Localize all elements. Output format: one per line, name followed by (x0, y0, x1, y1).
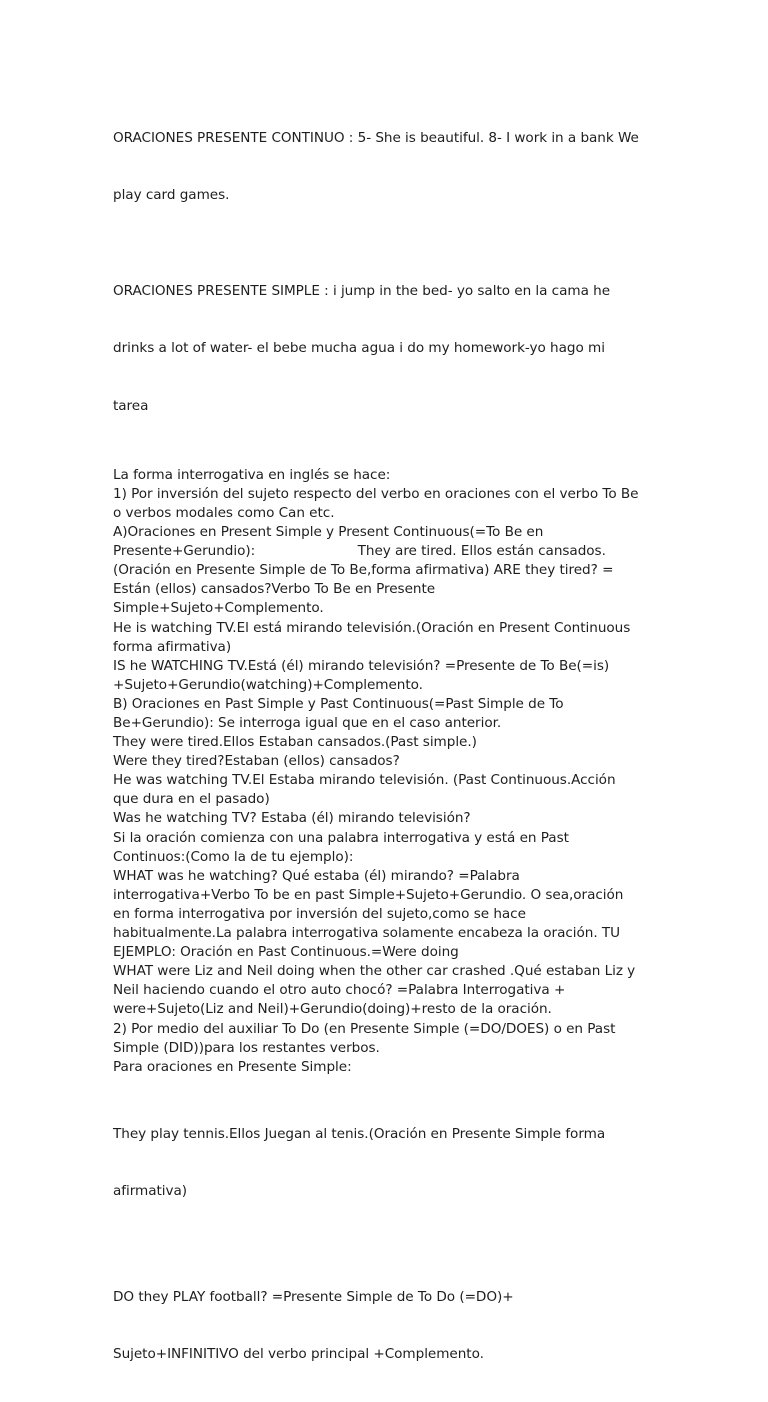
text-line: Están (ellos) cansados?Verbo To Be en Presente (113, 581, 436, 598)
paragraph-football-example (113, 1250, 653, 1402)
text-line: Para oraciones en Presente Simple: (113, 1058, 352, 1075)
text-line: They play tennis.Ellos Juegan al tenis.(Oración en Presente Simple forma (113, 1125, 606, 1142)
text-line: (Oración en Presente Simple de To Be,forma afirmativa) ARE they tired? = (113, 562, 614, 579)
text-line: o verbos modales como Can etc. (113, 504, 335, 521)
text-line: Sujeto+INFINITIVO del verbo principal +Complemento. (113, 1346, 484, 1362)
text-line: Neil haciendo cuando el otro auto chocó? =Palabra Interrogativa + (113, 982, 566, 999)
text-line: ORACIONES PRESENTE CONTINUO : 5- She is beautiful. 8- I work in a bank We (113, 130, 639, 147)
text-line: B) Oraciones en Past Simple y Past Continuous(=Past Simple de To (113, 695, 564, 712)
paragraph-present-simple (113, 244, 653, 454)
text-line: They were tired.Ellos Estaban cansados.(Past simple.) (113, 734, 477, 751)
text-line: afirmativa) (113, 1183, 188, 1200)
text-line: en forma interrogativa por inversión del sujeto,como se hace (113, 905, 526, 922)
text-line: A)Oraciones en Present Simple y Present Continuous(=To Be en (113, 524, 544, 541)
text-line: drinks a lot of water- el bebe mucha agua i do my homework-yo hago mi (113, 340, 605, 357)
spacer (113, 1240, 653, 1250)
text-line: play card games. (113, 187, 230, 204)
text-line: EJEMPLO: Oración en Past Continuous.=Were doing (113, 944, 459, 961)
text-line: 2) Por medio del auxiliar To Do (en Presente Simple (=DO/DOES) o en Past (113, 1020, 616, 1037)
text-line: were+Sujeto(Liz and Neil)+Gerundio(doing)+resto de la oración. (113, 1001, 552, 1018)
text-line: tarea (113, 397, 149, 414)
text-line: Was he watching TV? Estaba (él) mirando televisión? (113, 810, 471, 827)
text-line: Be+Gerundio): Se interroga igual que en el caso anterior. (113, 715, 502, 731)
text-line: Continuos:(Como la de tu ejemplo): (113, 848, 354, 865)
text-line: Si la oración comienza con una palabra interrogativa y está en Past (113, 829, 569, 846)
text-line: WHAT were Liz and Neil doing when the other car crashed .Qué estaban Liz y (113, 963, 636, 980)
text-line: DO they PLAY football? =Presente Simple de To Do (=DO)+ (113, 1288, 514, 1305)
spacer (113, 454, 653, 466)
document-page (113, 91, 653, 1402)
text-line: La forma interrogativa en inglés se hace: (113, 466, 391, 483)
paragraph-present-continuous (113, 91, 653, 244)
paragraph-tennis-example (113, 1087, 653, 1240)
text-line: Were they tired?Estaban (ellos) cansados? (113, 753, 400, 770)
text-line: interrogativa+Verbo To be en past Simple+Sujeto+Gerundio. O sea,oración (113, 886, 624, 903)
text-line: 1) Por inversión del sujeto respecto del verbo en oraciones con el verbo To Be (113, 485, 639, 502)
text-line: He is watching TV.El está mirando televisión.(Oración en Present Continuous (113, 619, 631, 636)
text-line: Simple (DID))para los restantes verbos. (113, 1039, 380, 1056)
text-line: He was watching TV.El Estaba mirando televisión. (Past Continuous.Acción (113, 772, 616, 789)
text-line: forma afirmativa) (113, 638, 232, 655)
text-line: habitualmente.La palabra interrogativa solamente encabeza la oración. TU (113, 925, 621, 942)
paragraph-interrogative-form (113, 466, 653, 1077)
text-line: Presente+Gerundio): They are tired. Ellos están cansados. (113, 543, 606, 560)
text-line: ORACIONES PRESENTE SIMPLE : i jump in the bed- yo salto en la cama he (113, 282, 611, 299)
text-line: Simple+Sujeto+Complemento. (113, 600, 324, 617)
text-line: que dura en el pasado) (113, 791, 270, 808)
text-line: IS he WATCHING TV.Está (él) mirando televisión? =Presente de To Be(=is) (113, 657, 610, 674)
text-line: WHAT was he watching? Qué estaba (él) mirando? =Palabra (113, 867, 520, 884)
spacer (113, 1077, 653, 1087)
text-line: +Sujeto+Gerundio(watching)+Complemento. (113, 676, 423, 693)
